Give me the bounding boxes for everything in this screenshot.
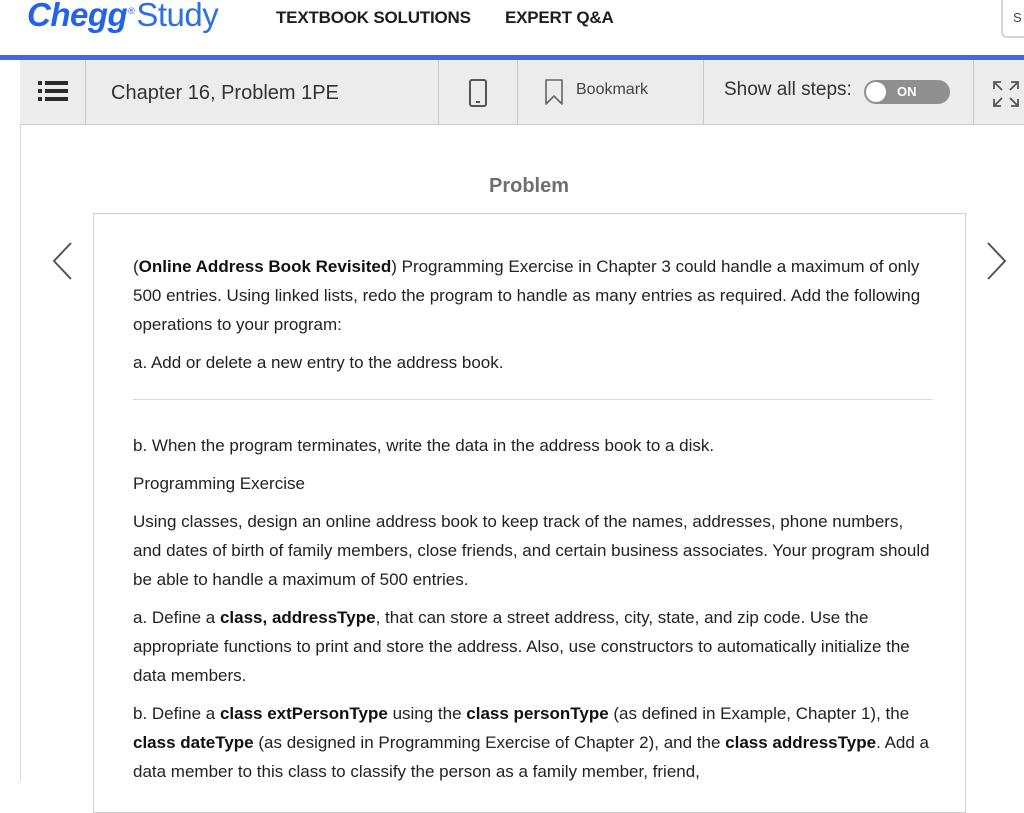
mobile-view-button[interactable]: [439, 60, 518, 124]
expand-icon: [992, 80, 1020, 108]
text-segment: b. Define a: [133, 704, 220, 723]
toggle-knob: [866, 82, 886, 102]
exercise-description: Using classes, design an online address book to keep track of the names, addresses, phone numbers, and dates of birth of family members, close friends, and certain business associates. Your program should be able to handle a maximum of 500 entries.: [133, 512, 930, 589]
show-steps-cell: [704, 60, 974, 124]
solution-toolbar: [20, 60, 1024, 125]
text-segment: . Add a data member to this class to classify the person as a family member, friend,: [133, 733, 929, 781]
bookmark-icon: [544, 79, 564, 105]
problem-paragraph: (Online Address Book Revisited) Programming Exercise in Chapter 3 could handle a maximum of only 500 entries. Using linked lists, redo the program to handle as many entries as required. Add the following operations to your program:: [133, 257, 921, 334]
problem-heading: Problem: [488, 175, 570, 197]
text-segment: , that can store a street address, city, state, and zip code. Use the appropriate functions to print and store the address. Also, use constructors to automatically initialize the data members.: [133, 608, 910, 685]
smartphone-icon: [468, 79, 488, 107]
bold-segment: class personType: [466, 704, 609, 723]
exercise-item-a: [133, 603, 933, 690]
problem-item-a: a. Add or delete a new entry to the address book.: [133, 353, 504, 372]
text-segment: (as designed in Programming Exercise of Chapter 2), and the: [253, 733, 726, 752]
top-navigation: [0, 0, 1024, 56]
fullscreen-button[interactable]: [974, 60, 1024, 124]
problem-title-bold: Online Address Book Revisited: [138, 257, 392, 276]
next-arrow-icon[interactable]: [984, 240, 1008, 282]
bookmark-button[interactable]: [518, 60, 704, 124]
programming-exercise-label: Programming Exercise: [133, 474, 305, 493]
toggle-state: ON: [897, 84, 917, 99]
bold-segment: class dateType: [133, 733, 254, 752]
logo-product: Study: [136, 0, 219, 33]
problem-card: [93, 213, 966, 813]
list-menu-icon: [38, 80, 68, 102]
problem-text: [133, 252, 933, 795]
problem-item-b: b. When the program terminates, write the data in the address book to a disk.: [133, 436, 715, 455]
registered-mark: ®: [128, 6, 135, 16]
content-divider: [133, 399, 933, 400]
show-all-steps-label: Show all steps:: [724, 79, 852, 100]
previous-arrow-icon[interactable]: [51, 240, 75, 282]
text-segment: (as defined in Example, Chapter 1), the: [608, 704, 910, 723]
chegg-study-logo[interactable]: [27, 0, 218, 34]
chapter-title-cell: [86, 60, 439, 124]
account-button[interactable]: [1001, 0, 1024, 38]
bold-segment: class addressType: [725, 733, 877, 752]
account-initial: S: [1013, 10, 1022, 25]
bold-segment: class extPersonType: [219, 704, 388, 723]
table-of-contents-button[interactable]: [20, 60, 86, 124]
problem-intro-text: ) Programming Exercise in Chapter 3 could handle a maximum of only 500 entries. Using linked lists, redo the program to handle as many entries as required. Add the following operations to your program:: [133, 257, 921, 334]
exercise-item-b: [133, 699, 933, 786]
text-segment: using the: [387, 704, 467, 723]
nav-expert-qa[interactable]: EXPERT Q&A: [505, 8, 614, 27]
nav-textbook-solutions[interactable]: TEXTBOOK SOLUTIONS: [276, 8, 471, 27]
logo-brand: Chegg: [27, 0, 128, 33]
show-all-steps-toggle[interactable]: [864, 80, 950, 104]
text-segment: a. Define a: [133, 608, 220, 627]
bold-segment: class, addressType: [219, 608, 376, 627]
chapter-problem-title: Chapter 16, Problem 1PE: [111, 82, 339, 104]
bookmark-label: Bookmark: [576, 81, 649, 98]
